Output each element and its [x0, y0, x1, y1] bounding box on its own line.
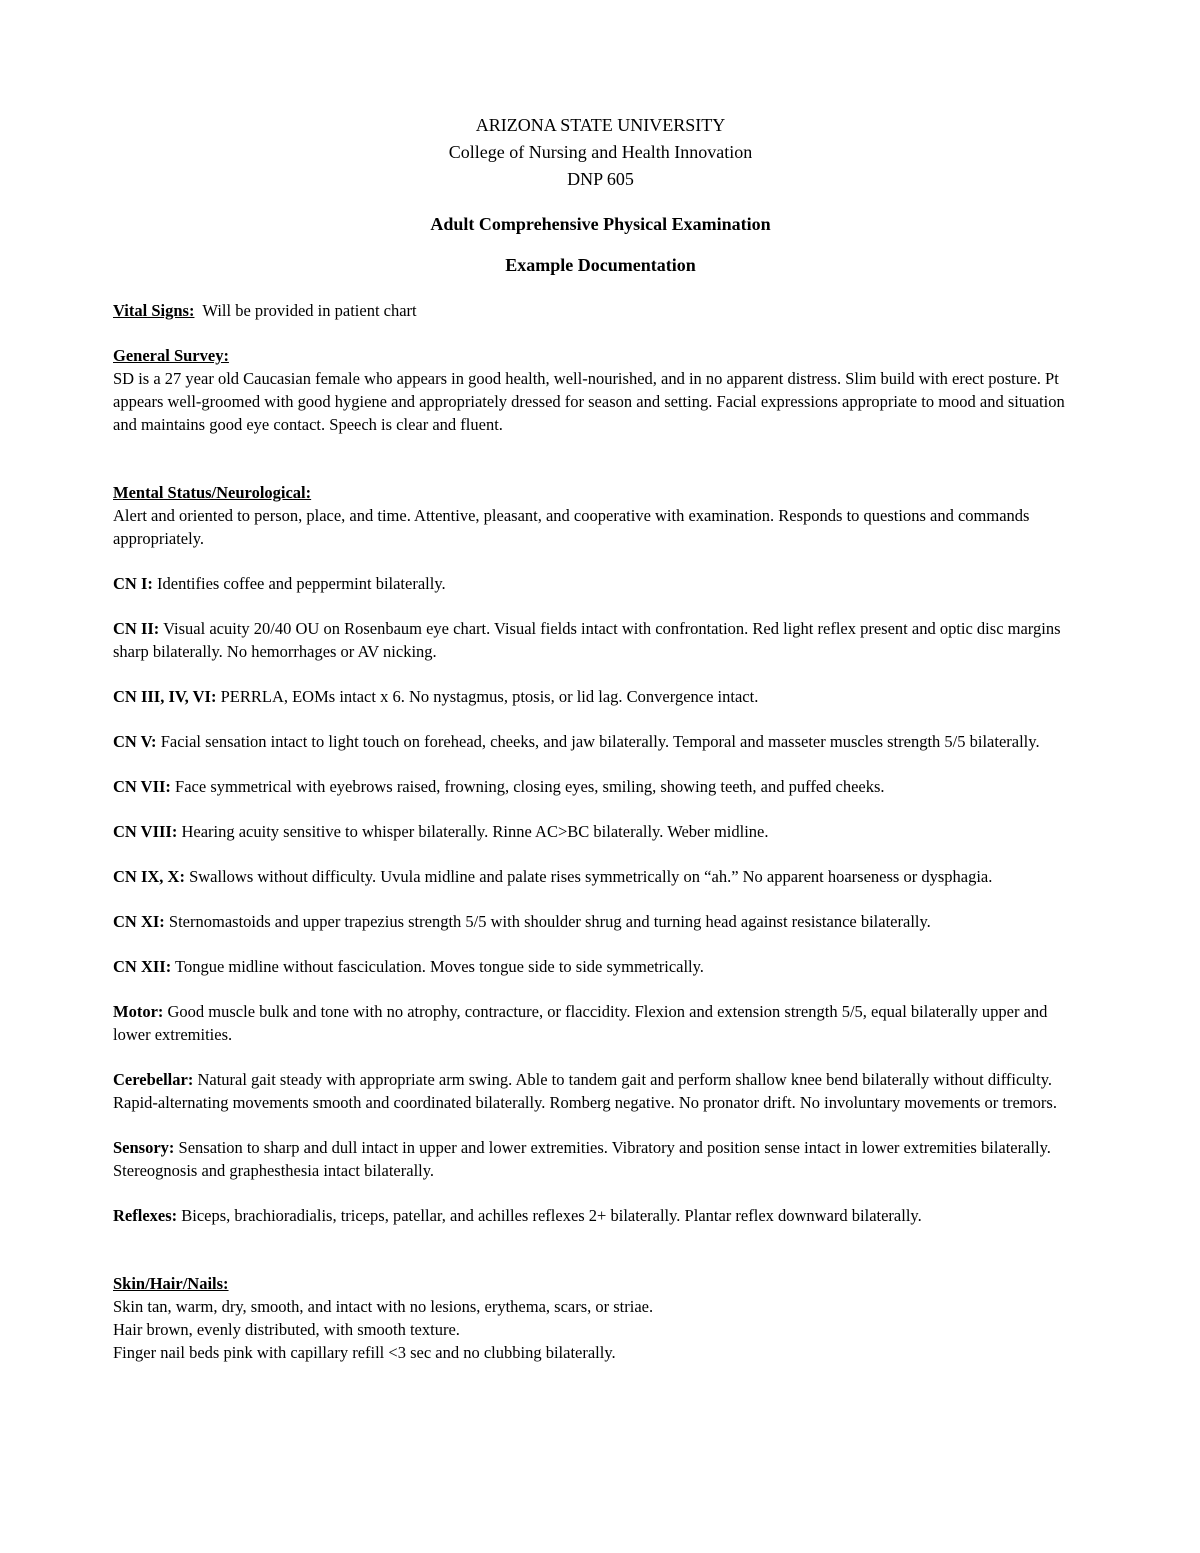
neuro-item-label: Reflexes:: [113, 1206, 178, 1225]
neuro-item-text: Swallows without difficulty. Uvula midline and palate rises symmetrically on “ah.” No apparent hoarseness or dysphagia.: [189, 867, 993, 886]
neuro-item-label: CN II:: [113, 619, 160, 638]
neuro-item-text: Visual acuity 20/40 OU on Rosenbaum eye chart. Visual fields intact with confrontation. Red light reflex present and optic disc margins sharp bilaterally. No hemorrhages or AV nicking.: [113, 619, 1061, 661]
skin-label: Skin/Hair/Nails:: [113, 1274, 229, 1293]
header-college: College of Nursing and Health Innovation: [448, 142, 753, 162]
mental-status-text: Alert and oriented to person, place, and time. Attentive, pleasant, and cooperative with examination. Responds to questions and commands appropriately.: [113, 506, 1030, 548]
document-page: [113, 112, 1088, 1364]
neuro-item-text: Hearing acuity sensitive to whisper bilaterally. Rinne AC>BC bilaterally. Weber midline.: [181, 822, 769, 841]
neuro-item: [113, 685, 1088, 708]
neuro-item-text: Good muscle bulk and tone with no atrophy, contracture, or flaccidity. Flexion and extension strength 5/5, equal bilaterally upper and lower extremities.: [113, 1002, 1048, 1044]
neuro-item-label: CN I:: [113, 574, 153, 593]
neuro-item-label: CN VIII:: [113, 822, 178, 841]
mental-status-label: Mental Status/Neurological:: [113, 483, 312, 502]
neuro-item: [113, 1000, 1088, 1046]
vital-signs: [113, 299, 1088, 322]
neuro-item: [113, 775, 1088, 798]
nails-line: Finger nail beds pink with capillary refill <3 sec and no clubbing bilaterally.: [113, 1343, 616, 1362]
document-subtitle: Example Documentation: [505, 255, 696, 275]
neuro-item-label: CN VII:: [113, 777, 171, 796]
hair-line: Hair brown, evenly distributed, with smooth texture.: [113, 1320, 460, 1339]
document-title: Adult Comprehensive Physical Examination: [430, 214, 771, 234]
neuro-item: [113, 1204, 1088, 1227]
neuro-item-label: Motor:: [113, 1002, 164, 1021]
neuro-item: [113, 617, 1088, 663]
neuro-item-label: CN XII:: [113, 957, 172, 976]
neuro-exam-list: [113, 572, 1088, 1227]
neuro-item: [113, 572, 1088, 595]
neuro-item-label: CN III, IV, VI:: [113, 687, 217, 706]
neuro-item-text: Biceps, brachioradialis, triceps, patellar, and achilles reflexes 2+ bilaterally. Plantar reflex downward bilaterally.: [181, 1206, 922, 1225]
vital-signs-text: Will be provided in patient chart: [202, 301, 417, 320]
neuro-item-text: Tongue midline without fasciculation. Moves tongue side to side symmetrically.: [175, 957, 704, 976]
header-course: DNP 605: [567, 169, 634, 189]
neuro-item: [113, 820, 1088, 843]
neuro-item-text: PERRLA, EOMs intact x 6. No nystagmus, ptosis, or lid lag. Convergence intact.: [220, 687, 759, 706]
neuro-item-label: CN IX, X:: [113, 867, 185, 886]
neuro-item-text: Identifies coffee and peppermint bilaterally.: [157, 574, 446, 593]
general-survey-text: SD is a 27 year old Caucasian female who appears in good health, well-nourished, and in no apparent distress. Slim build with erect posture. Pt appears well-groomed with good hygiene and appropriately dressed for season and setting. Facial expressions appropriate to mood and situation and maintains good eye contact. Speech is clear and fluent.: [113, 369, 1065, 434]
neuro-item: [113, 730, 1088, 753]
neuro-item-text: Face symmetrical with eyebrows raised, frowning, closing eyes, smiling, showing teeth, and puffed cheeks.: [175, 777, 885, 796]
neuro-item-label: Sensory:: [113, 1138, 175, 1157]
vital-signs-label: Vital Signs:: [113, 301, 195, 320]
skin-section: [113, 1272, 1088, 1364]
neuro-item: [113, 955, 1088, 978]
neuro-item-text: Natural gait steady with appropriate arm swing. Able to tandem gait and perform shallow knee bend bilaterally without difficulty. Rapid-alternating movements smooth and coordinated bilaterally. Romberg negative. No pronator drift. No involuntary movements or tremors.: [113, 1070, 1057, 1112]
neuro-item-text: Facial sensation intact to light touch on forehead, cheeks, and jaw bilaterally. Temporal and masseter muscles strength 5/5 bilaterally.: [160, 732, 1040, 751]
mental-status-section: [113, 481, 1088, 550]
general-survey-section: [113, 344, 1088, 436]
skin-line: Skin tan, warm, dry, smooth, and intact with no lesions, erythema, scars, or striae.: [113, 1297, 654, 1316]
neuro-item-label: CN XI:: [113, 912, 165, 931]
neuro-item-text: Sensation to sharp and dull intact in upper and lower extremities. Vibratory and position sense intact in lower extremities bilaterally. Stereognosis and graphesthesia intact bilaterally.: [113, 1138, 1051, 1180]
general-survey-label: General Survey:: [113, 346, 229, 365]
header-university: ARIZONA STATE UNIVERSITY: [475, 115, 726, 135]
neuro-item: [113, 1068, 1088, 1114]
neuro-item: [113, 1136, 1088, 1182]
neuro-item-label: CN V:: [113, 732, 157, 751]
neuro-item-text: Sternomastoids and upper trapezius strength 5/5 with shoulder shrug and turning head against resistance bilaterally.: [168, 912, 931, 931]
neuro-item: [113, 910, 1088, 933]
neuro-item: [113, 865, 1088, 888]
neuro-item-label: Cerebellar:: [113, 1070, 194, 1089]
